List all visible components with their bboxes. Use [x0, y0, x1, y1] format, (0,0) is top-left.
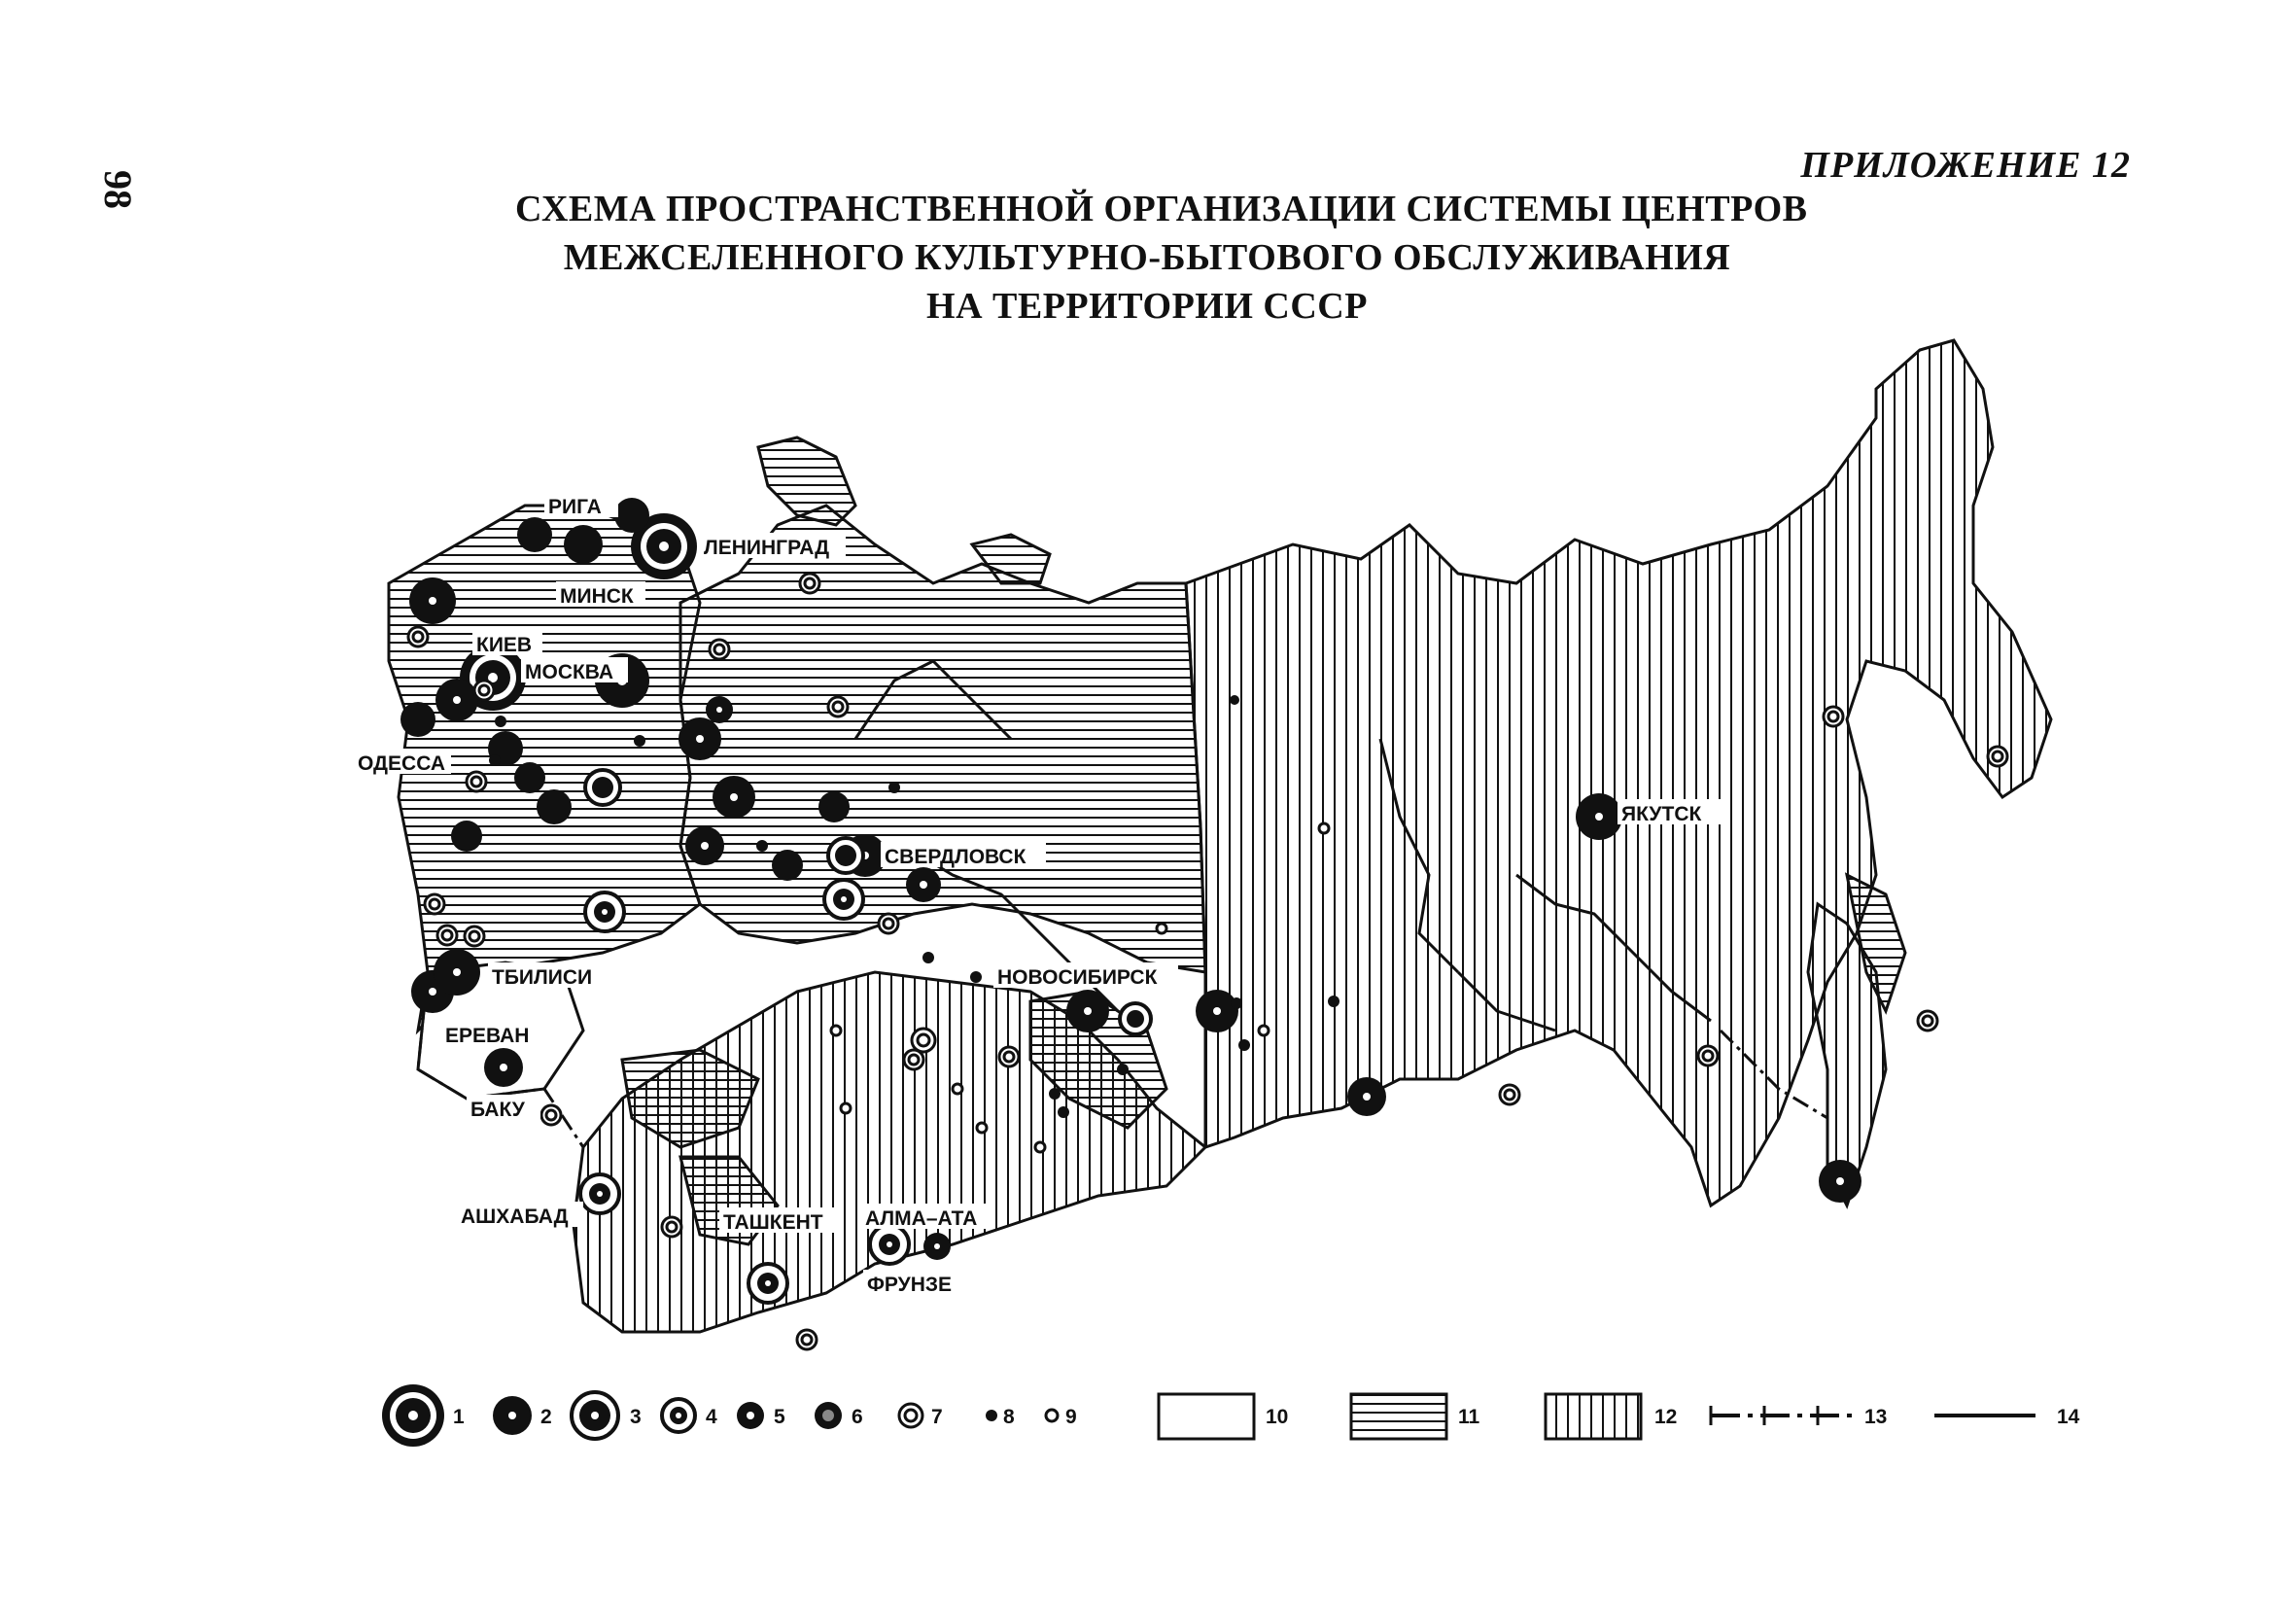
- legend-item-11: [1351, 1394, 1480, 1439]
- svg-text:4: 4: [706, 1406, 717, 1428]
- legend-item-5: [737, 1402, 785, 1429]
- label-frunze: ФРУНЗЕ: [867, 1274, 953, 1296]
- label-alma-ata: АЛМА–АТА: [865, 1207, 978, 1230]
- label-tbilisi: ТБИЛИСИ: [492, 966, 593, 989]
- svg-text:13: 13: [1864, 1406, 1888, 1428]
- label-riga: РИГА: [548, 496, 602, 518]
- label-odessa: ОДЕССА: [358, 752, 445, 775]
- svg-text:12: 12: [1654, 1406, 1678, 1428]
- legend-item-9: [1046, 1406, 1077, 1428]
- label-sverdlovsk: СВЕРДЛОВСК: [885, 846, 1026, 868]
- label-minsk: МИНСК: [560, 585, 634, 608]
- legend-item-14: [1934, 1406, 2080, 1428]
- legend-item-4: [662, 1399, 717, 1432]
- svg-text:10: 10: [1266, 1406, 1289, 1428]
- legend-item-13: [1711, 1406, 1887, 1428]
- label-moskva: МОСКВА: [525, 661, 614, 683]
- legend-item-2: [493, 1396, 552, 1435]
- svg-text:14: 14: [2057, 1406, 2080, 1428]
- label-tashkent: ТАШКЕНТ: [723, 1211, 823, 1234]
- legend-item-10: [1159, 1394, 1288, 1439]
- page-number: 98: [96, 170, 140, 209]
- svg-text:2: 2: [540, 1406, 552, 1428]
- svg-text:11: 11: [1458, 1406, 1480, 1428]
- svg-text:8: 8: [1003, 1406, 1015, 1428]
- legend-item-8: [986, 1406, 1015, 1428]
- svg-text:7: 7: [931, 1406, 943, 1428]
- label-kiev: КИЕВ: [476, 634, 533, 656]
- title-line-2: МЕЖСЕЛЕННОГО КУЛЬТУРНО-БЫТОВОГО ОБСЛУЖИВАНИЯ: [563, 237, 1731, 278]
- svg-text:1: 1: [453, 1406, 465, 1428]
- svg-text:3: 3: [630, 1406, 642, 1428]
- label-yakutsk: ЯКУТСК: [1621, 803, 1702, 825]
- legend-item-7: [899, 1404, 943, 1428]
- title-line-3: НА ТЕРРИТОРИИ СССР: [926, 286, 1368, 327]
- legend-item-1: [382, 1384, 465, 1447]
- title-line-1: СХЕМА ПРОСТРАНСТВЕННОЙ ОРГАНИЗАЦИИ СИСТЕМЫ ЦЕНТРОВ: [515, 189, 1808, 229]
- legend-item-3: [572, 1392, 642, 1439]
- legend-item-6: [815, 1402, 863, 1429]
- label-novosibirsk: НОВОСИБИРСК: [997, 966, 1158, 989]
- svg-text:6: 6: [852, 1406, 863, 1428]
- legend-item-12: [1546, 1394, 1677, 1439]
- label-erevan: ЕРЕВАН: [445, 1025, 530, 1047]
- map-legend: [382, 1384, 2080, 1447]
- label-ashkhabad: АШХАБАД: [461, 1206, 569, 1228]
- label-baku: БАКУ: [470, 1099, 525, 1121]
- appendix-label: ПРИЛОЖЕНИЕ 12: [1800, 145, 2131, 186]
- label-leningrad: ЛЕНИНГРАД: [704, 537, 830, 559]
- svg-text:5: 5: [774, 1406, 785, 1428]
- svg-text:9: 9: [1065, 1406, 1077, 1428]
